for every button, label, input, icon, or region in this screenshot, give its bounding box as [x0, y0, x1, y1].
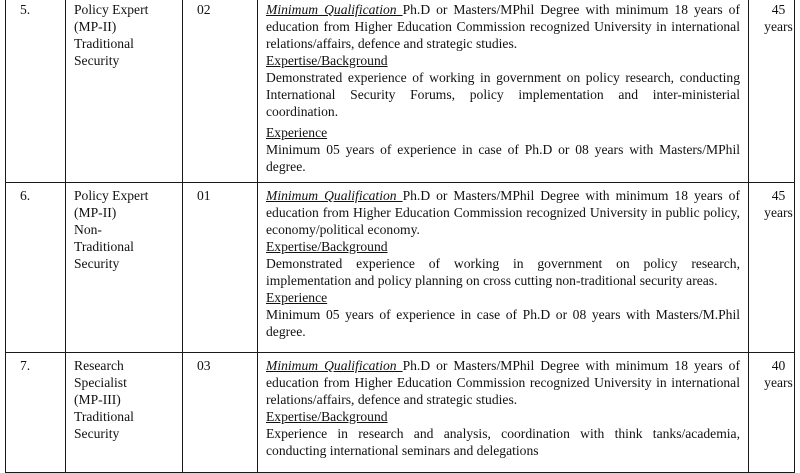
post-title-line: (MP-II): [74, 205, 117, 220]
serial-number: 7.: [6, 353, 66, 473]
number-of-posts: 02: [183, 0, 258, 183]
qualification-description: [258, 0, 749, 183]
qualification-text: Ph.D or Masters/MPhil Degree with minimum 18 years of education from Higher Education Commission recognized University in international relations/affairs, defence and strategic studies.: [266, 358, 740, 407]
post-title-line: Policy Expert: [74, 188, 149, 203]
age-limit: 45 years: [749, 183, 795, 353]
post-title-line: Traditional: [74, 409, 134, 424]
table-row: [6, 353, 795, 473]
number-of-posts: 01: [183, 183, 258, 353]
qualification-heading: Minimum Qualification: [266, 2, 403, 17]
post-title-line: Traditional: [74, 239, 134, 254]
post-title-line: Specialist: [74, 375, 127, 390]
post-title-line: Policy Expert: [74, 2, 149, 17]
post-title-line: Security: [74, 256, 120, 271]
post-title: [66, 183, 183, 353]
serial-number: 5.: [6, 0, 66, 183]
experience-heading: Experience: [266, 125, 328, 140]
qualification-heading: Minimum Qualification: [266, 188, 403, 203]
qualification-description: [258, 353, 749, 473]
post-title-line: (MP-III): [74, 392, 121, 407]
post-title: [66, 0, 183, 183]
table-row: [6, 0, 795, 183]
age-limit: 40 years: [749, 353, 795, 473]
qualification-heading: Minimum Qualification: [266, 358, 403, 373]
qualification-description: [258, 183, 749, 353]
post-title-line: Security: [74, 53, 120, 68]
expertise-text: Demonstrated experience of working in government on policy research, conducting International Security Forums, policy implementation and inter-ministerial coordination.: [266, 70, 740, 119]
expertise-text: Demonstrated experience of working in government on policy research, implementation and policy planning on cross cutting non-traditional security areas.: [266, 256, 740, 288]
post-title-line: Research: [74, 358, 124, 373]
expertise-heading: Expertise/Background: [266, 409, 388, 424]
experience-text: Minimum 05 years of experience in case of Ph.D or 08 years with Masters/MPhil degree.: [266, 142, 740, 174]
post-title: [66, 353, 183, 473]
post-title-line: Traditional: [74, 36, 134, 51]
expertise-heading: Expertise/Background: [266, 53, 388, 68]
post-title-line: Security: [74, 426, 120, 441]
expertise-heading: Expertise/Background: [266, 239, 388, 254]
expertise-text: Experience in research and analysis, coordination with think tanks/academia, conducting international seminars and delegations: [266, 426, 740, 458]
table-row: [6, 183, 795, 353]
qualification-text: Ph.D or Masters/MPhil Degree with minimum 18 years of education from Higher Education Commission recognized University in international relations/affairs, defence and strategic studies.: [266, 2, 740, 51]
experience-text: Minimum 05 years of experience in case of Ph.D or 08 years with Masters/M.Phil degree.: [266, 307, 740, 339]
age-limit: 45 years: [749, 0, 795, 183]
serial-number: 6.: [6, 183, 66, 353]
experience-heading: Experience: [266, 290, 328, 305]
post-title-line: (MP-II): [74, 19, 117, 34]
post-title-line: Non-: [74, 222, 102, 237]
positions-table: [5, 0, 795, 473]
qualification-text: Ph.D or Masters/MPhil Degree with minimum 18 years of education from Higher Education Commission recognized University in public policy, economy/political economy.: [266, 188, 740, 237]
number-of-posts: 03: [183, 353, 258, 473]
